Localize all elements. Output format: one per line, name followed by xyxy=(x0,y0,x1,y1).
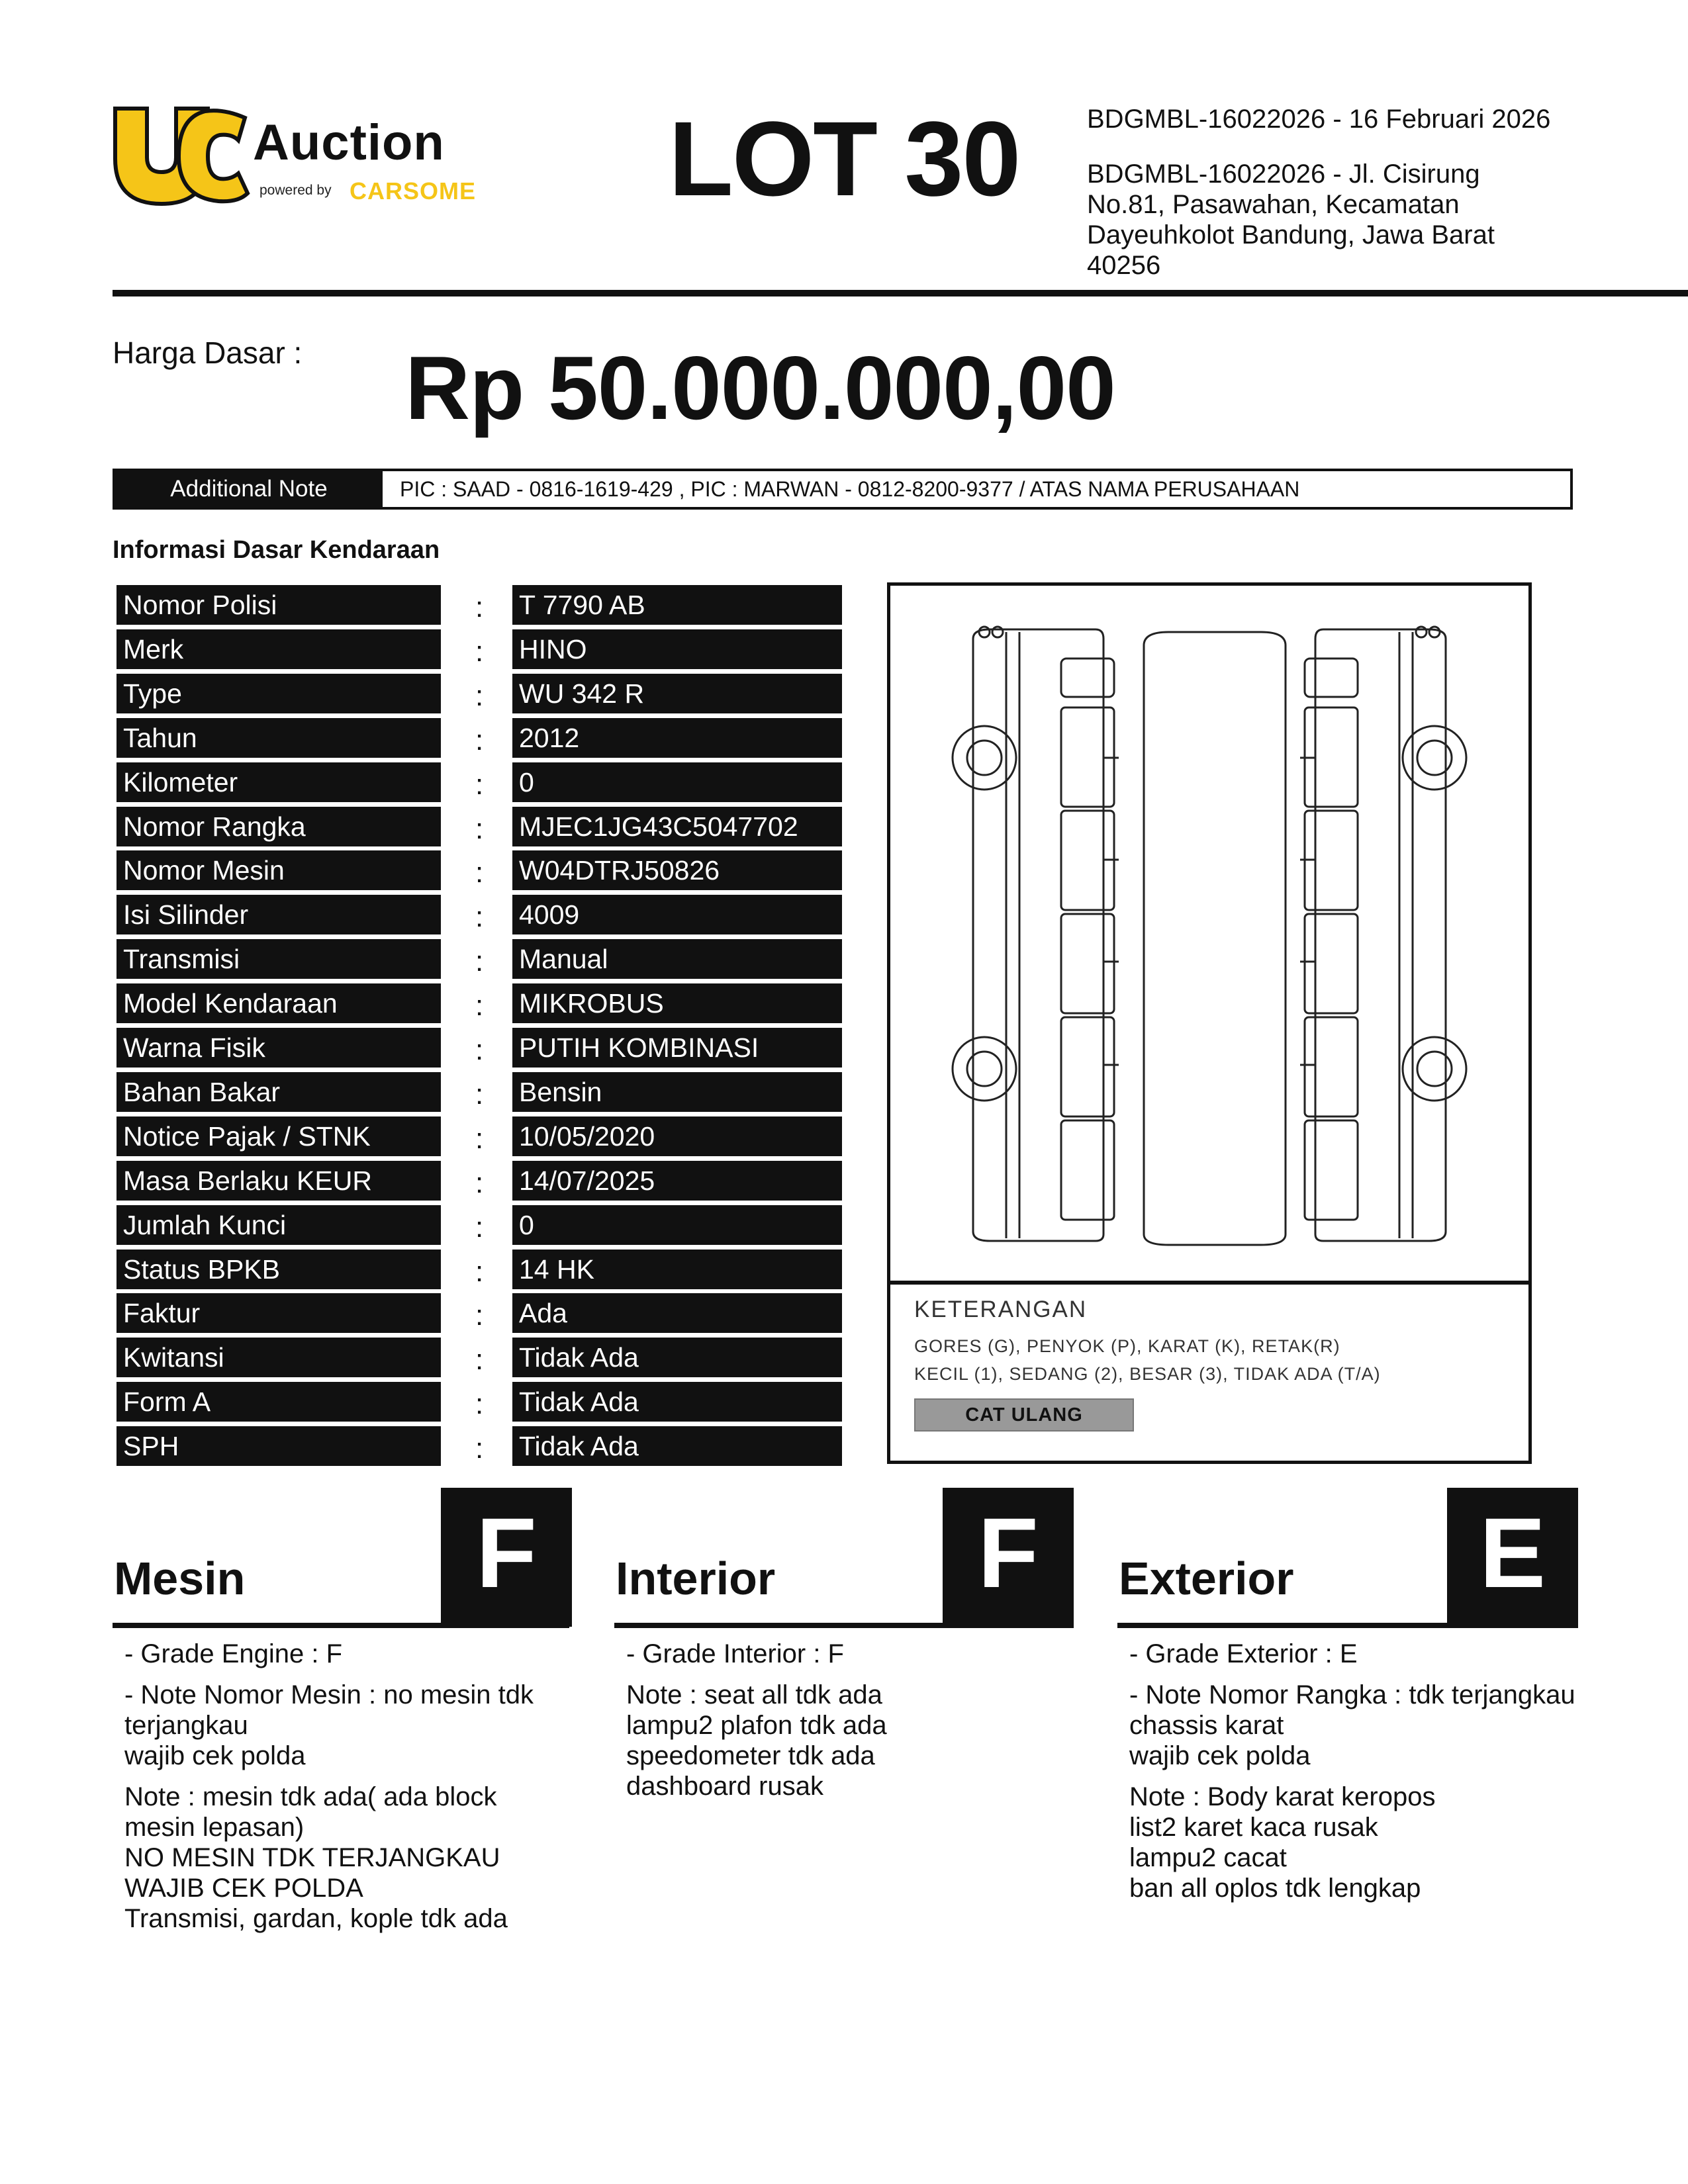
vehicle-info-row xyxy=(113,674,841,715)
exterior-notes xyxy=(1129,1639,1579,1914)
exterior-grade-badge: E xyxy=(1447,1488,1578,1627)
vehicle-info-row xyxy=(113,1426,841,1467)
vehicle-info-row xyxy=(113,1161,841,1202)
vehicle-info-colon: : xyxy=(475,635,484,668)
logo-brand: CARSOME xyxy=(350,177,477,205)
vehicle-info-row xyxy=(113,1205,841,1246)
grade-note-paragraph: - Note Nomor Rangka : tdk terjangkau chassis karat wajib cek polda xyxy=(1129,1680,1575,1770)
vehicle-info-row xyxy=(113,1028,841,1069)
additional-note-text: PIC : SAAD - 0816-1619-429 , PIC : MARWAN - 0812-8200-9377 / ATAS NAMA PERUSAHAAN xyxy=(400,477,1300,501)
vehicle-info-label: Notice Pajak / STNK xyxy=(117,1116,441,1156)
vehicle-info-value: PUTIH KOMBINASI xyxy=(512,1028,842,1068)
diagram-divider xyxy=(890,1281,1528,1285)
vehicle-info-colon: : xyxy=(475,1255,484,1288)
grade-note-paragraph: Note : mesin tdk ada( ada block mesin lepasan) NO MESIN TDK TERJANGKAU WAJIB CEK POLDA Transmisi, gardan, kople tdk ada xyxy=(124,1782,508,1933)
vehicle-info-colon: : xyxy=(475,856,484,889)
vehicle-info-colon: : xyxy=(475,679,484,712)
vehicle-info-row xyxy=(113,807,841,848)
vehicle-info-row xyxy=(113,983,841,1024)
logo-powered-by: powered by xyxy=(259,183,332,198)
additional-note-label: Additional Note xyxy=(115,471,383,507)
vehicle-info-colon: : xyxy=(475,1122,484,1155)
vehicle-info-label: Kilometer xyxy=(117,762,441,802)
vehicle-info-label: Warna Fisik xyxy=(117,1028,441,1068)
vehicle-info-heading: Informasi Dasar Kendaraan xyxy=(113,536,440,564)
vehicle-info-row xyxy=(113,1338,841,1379)
vehicle-info-value: 4009 xyxy=(512,895,842,934)
vehicle-info-row xyxy=(113,629,841,670)
interior-grade-badge: F xyxy=(943,1488,1074,1627)
vehicle-info-row xyxy=(113,1072,841,1113)
vehicle-info-colon: : xyxy=(475,1077,484,1111)
interior-notes xyxy=(626,1639,1076,1812)
vehicle-info-row xyxy=(113,895,841,936)
vehicle-info-label: Masa Berlaku KEUR xyxy=(117,1161,441,1201)
vehicle-info-colon: : xyxy=(475,901,484,934)
vehicle-info-label: SPH xyxy=(117,1426,441,1466)
vehicle-info-value: Manual xyxy=(512,939,842,979)
grade-note-paragraph: Note : Body karat keropos list2 karet kaca rusak lampu2 cacat ban all oplos tdk lengkap xyxy=(1129,1782,1436,1903)
damage-diagram-panel xyxy=(887,582,1532,1464)
legend-damage-sizes: KECIL (1), SEDANG (2), BESAR (3), TIDAK ADA (T/A) xyxy=(914,1364,1381,1384)
vehicle-info-label: Form A xyxy=(117,1382,441,1422)
vehicle-info-colon: : xyxy=(475,723,484,756)
vehicle-info-colon: : xyxy=(475,812,484,845)
price-value: Rp 50.000.000,00 xyxy=(405,338,1115,438)
vehicle-info-row xyxy=(113,718,841,759)
grade-note-paragraph: - Grade Interior : F xyxy=(626,1639,844,1668)
vehicle-info-label: Transmisi xyxy=(117,939,441,979)
vehicle-info-value: HINO xyxy=(512,629,842,669)
vehicle-info-label: Jumlah Kunci xyxy=(117,1205,441,1245)
vehicle-info-label: Kwitansi xyxy=(117,1338,441,1377)
vehicle-info-colon: : xyxy=(475,1034,484,1066)
logo-wordmark: Auction xyxy=(253,114,445,171)
grade-note-paragraph: - Note Nomor Mesin : no mesin tdk terjangkau wajib cek polda xyxy=(124,1680,534,1770)
vehicle-info-value: 2012 xyxy=(512,718,842,758)
vehicle-info-label: Status BPKB xyxy=(117,1250,441,1289)
vehicle-info-value: 0 xyxy=(512,762,842,802)
vehicle-info-colon: : xyxy=(475,1210,484,1244)
vehicle-info-label: Isi Silinder xyxy=(117,895,441,934)
vehicle-info-colon: : xyxy=(475,1388,484,1421)
vehicle-info-colon: : xyxy=(475,1343,484,1377)
vehicle-info-label: Nomor Mesin xyxy=(117,850,441,890)
header-divider xyxy=(113,290,1688,296)
vehicle-info-label: Model Kendaraan xyxy=(117,983,441,1023)
vehicle-info-colon: : xyxy=(475,591,484,623)
vehicle-info-label: Faktur xyxy=(117,1293,441,1333)
mesin-divider xyxy=(113,1623,569,1628)
vehicle-info-colon: : xyxy=(475,1166,484,1199)
vehicle-info-value: Tidak Ada xyxy=(512,1426,842,1466)
vehicle-info-label: Type xyxy=(117,674,441,713)
legend-repaint-swatch: CAT ULANG xyxy=(914,1398,1134,1432)
vehicle-info-value: MJEC1JG43C5047702 xyxy=(512,807,842,846)
legend-damage-types: GORES (G), PENYOK (P), KARAT (K), RETAK(R) xyxy=(914,1336,1340,1356)
vehicle-info-value: Bensin xyxy=(512,1072,842,1112)
vehicle-info-value: 14 HK xyxy=(512,1250,842,1289)
vehicle-info-value: MIKROBUS xyxy=(512,983,842,1023)
additional-note xyxy=(113,469,1573,510)
vehicle-info-value: 0 xyxy=(512,1205,842,1245)
exterior-divider xyxy=(1117,1623,1578,1628)
vehicle-info-colon: : xyxy=(475,989,484,1023)
vehicle-info-label: Nomor Rangka xyxy=(117,807,441,846)
vehicle-info-row xyxy=(113,762,841,803)
vehicle-info-label: Nomor Polisi xyxy=(117,585,441,625)
vehicle-info-value: Tidak Ada xyxy=(512,1338,842,1377)
vehicle-info-value: Ada xyxy=(512,1293,842,1333)
lot-title: LOT 30 xyxy=(669,99,1020,218)
exterior-title: Exterior xyxy=(1119,1553,1294,1604)
vehicle-info-value: W04DTRJ50826 xyxy=(512,850,842,890)
mesin-notes xyxy=(124,1639,575,1944)
vehicle-info-colon: : xyxy=(475,945,484,978)
vehicle-info-row xyxy=(113,1382,841,1423)
vehicle-info-colon: : xyxy=(475,1299,484,1332)
interior-title: Interior xyxy=(616,1553,776,1604)
grade-note-paragraph: - Grade Engine : F xyxy=(124,1639,343,1668)
vehicle-info-row xyxy=(113,1293,841,1334)
vehicle-info-label: Bahan Bakar xyxy=(117,1072,441,1112)
grade-note-paragraph: Note : seat all tdk ada lampu2 plafon tdk ada speedometer tdk ada dashboard rusak xyxy=(626,1680,887,1801)
vehicle-info-label: Merk xyxy=(117,629,441,669)
vehicle-info-value: Tidak Ada xyxy=(512,1382,842,1422)
mesin-grade-badge: F xyxy=(441,1488,572,1627)
vehicle-info-row xyxy=(113,1116,841,1158)
vehicle-outline-diagram xyxy=(890,586,1528,1281)
vehicle-info-value: 14/07/2025 xyxy=(512,1161,842,1201)
grade-note-paragraph: - Grade Exterior : E xyxy=(1129,1639,1358,1668)
vehicle-info-row xyxy=(113,585,841,626)
vehicle-info-row xyxy=(113,850,841,891)
auction-date: BDGMBL-16022026 - 16 Februari 2026 xyxy=(1087,105,1551,134)
vehicle-info-value: T 7790 AB xyxy=(512,585,842,625)
vehicle-info-colon: : xyxy=(475,768,484,801)
vehicle-info-label: Tahun xyxy=(117,718,441,758)
mesin-title: Mesin xyxy=(114,1553,246,1604)
vehicle-info-value: WU 342 R xyxy=(512,674,842,713)
price-label: Harga Dasar : xyxy=(113,336,303,370)
vehicle-info-value: 10/05/2020 xyxy=(512,1116,842,1156)
vehicle-info-row xyxy=(113,1250,841,1291)
vehicle-info-row xyxy=(113,939,841,980)
vehicle-info-colon: : xyxy=(475,1432,484,1465)
interior-divider xyxy=(614,1623,1074,1628)
auction-address: BDGMBL-16022026 - Jl. Cisirung No.81, Pasawahan, Kecamatan Dayeuhkolot Bandung, Jawa Barat 40256 xyxy=(1087,159,1495,280)
legend-title: KETERANGAN xyxy=(914,1297,1088,1322)
